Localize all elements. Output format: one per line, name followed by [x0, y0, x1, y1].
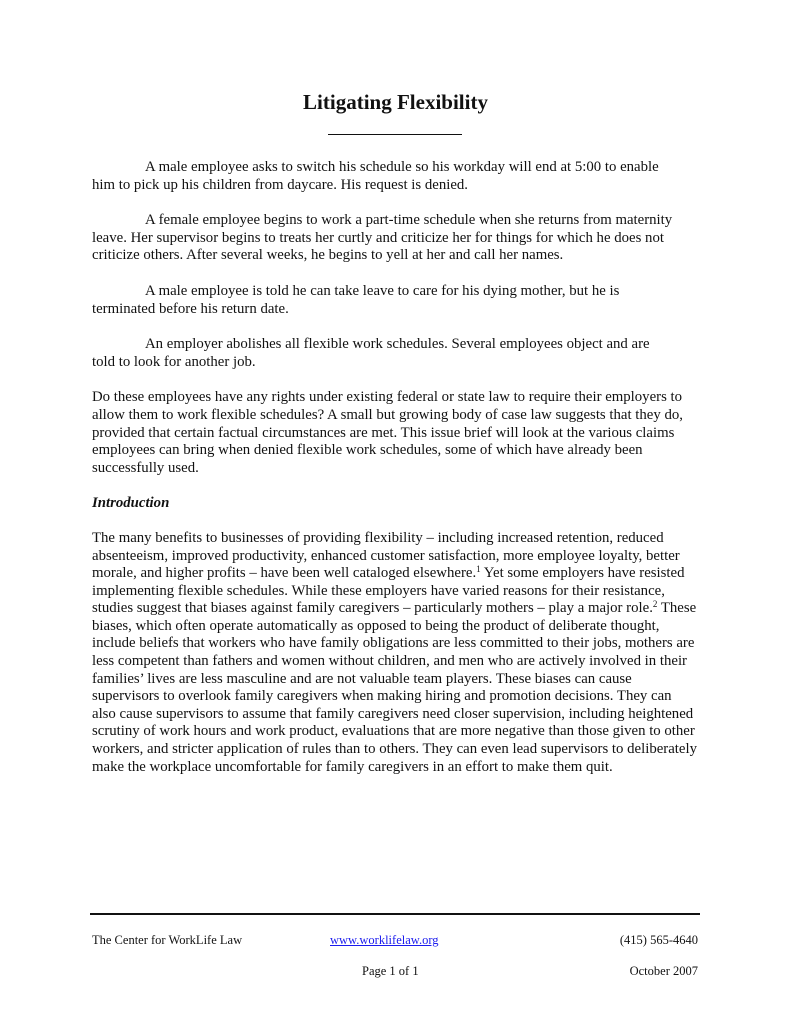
footnote-ref-2[interactable]: 2	[652, 599, 658, 610]
intro-text-part-2: Yet some employers have resisted implementing flexible schedules. While these employers have varied reasons for their resistance, studies suggest that biases against family caregivers – particularly mothers – play a major role.	[92, 565, 685, 617]
footer-organization: The Center for WorkLife Law	[92, 933, 243, 947]
paragraph-scenario-3: A male employee is told he can take leave to care for his dying mother, but he is terminated before his return date.	[92, 282, 620, 317]
paragraph-question: Do these employees have any rights under existing federal or state law to require their employers to allow them to work flexible schedules? A small but growing body of case law suggests that they do, provided that certain factual circumstances are met. This issue brief will look at the various claims employees can bring when denied flexible work schedules, some of which have already been successfully used.	[92, 389, 683, 476]
intro-text-part-1: The many benefits to businesses of providing flexibility – including increased retention, reduced absenteeism, improved productivity, enhanced customer satisfaction, more employee loyalty, better morale, and higher profits – have been well cataloged elsewhere.	[92, 529, 680, 582]
document-title: Litigating Flexibility	[303, 90, 488, 114]
footer-date: October 2007	[629, 964, 698, 978]
title-underline-rule	[328, 134, 462, 135]
intro-text-part-3: These biases, which often operate automatically as opposed to being the product of deliberate thought, include beliefs that workers who have family obligations are less committed to their jobs, mothers are less competent than fathers and women without children, and men who are actively involved in their families’ lives are less masculine and are not valuable team players. These biases can cause supervisors to overlook family caregivers when making hiring and promotion decisions. They can also cause supervisors to assume that family caregivers need closer supervision, including heightened scrutiny of work hours and work product, evaluations that are more negative than those given to other workers, and stricter application of rules than to others. They can even lead supervisors to deliberately make the workplace uncomfortable for family caregivers in an effort to make them quit.	[92, 600, 697, 775]
paragraph-scenario-2: A female employee begins to work a part-time schedule when she returns from maternity leave. Her supervisor begins to treats her curtly and criticize her for things for which he does not criticize others. After several weeks, he begins to yell at her and call her names.	[92, 212, 673, 264]
paragraph-scenario-1: A male employee asks to switch his schedule so his workday will end at 5:00 to enable him to pick up his children from daycare. His request is denied.	[92, 159, 659, 193]
footer-phone: (415) 565-4640	[619, 933, 698, 947]
document-body	[92, 159, 698, 794]
footer-website-link[interactable]: www.worklifelaw.org	[330, 933, 439, 947]
footnote-ref-1[interactable]: 1	[476, 564, 481, 575]
footer-page-number: Page 1 of 1	[362, 964, 419, 978]
paragraph-introduction	[92, 530, 698, 776]
footer-website-link-wrap	[330, 933, 439, 948]
paragraph-scenario-4: An employer abolishes all flexible work schedules. Several employees object and are told to look for another job.	[92, 336, 650, 370]
section-heading-introduction: Introduction	[92, 495, 170, 512]
footer-divider	[90, 913, 700, 915]
